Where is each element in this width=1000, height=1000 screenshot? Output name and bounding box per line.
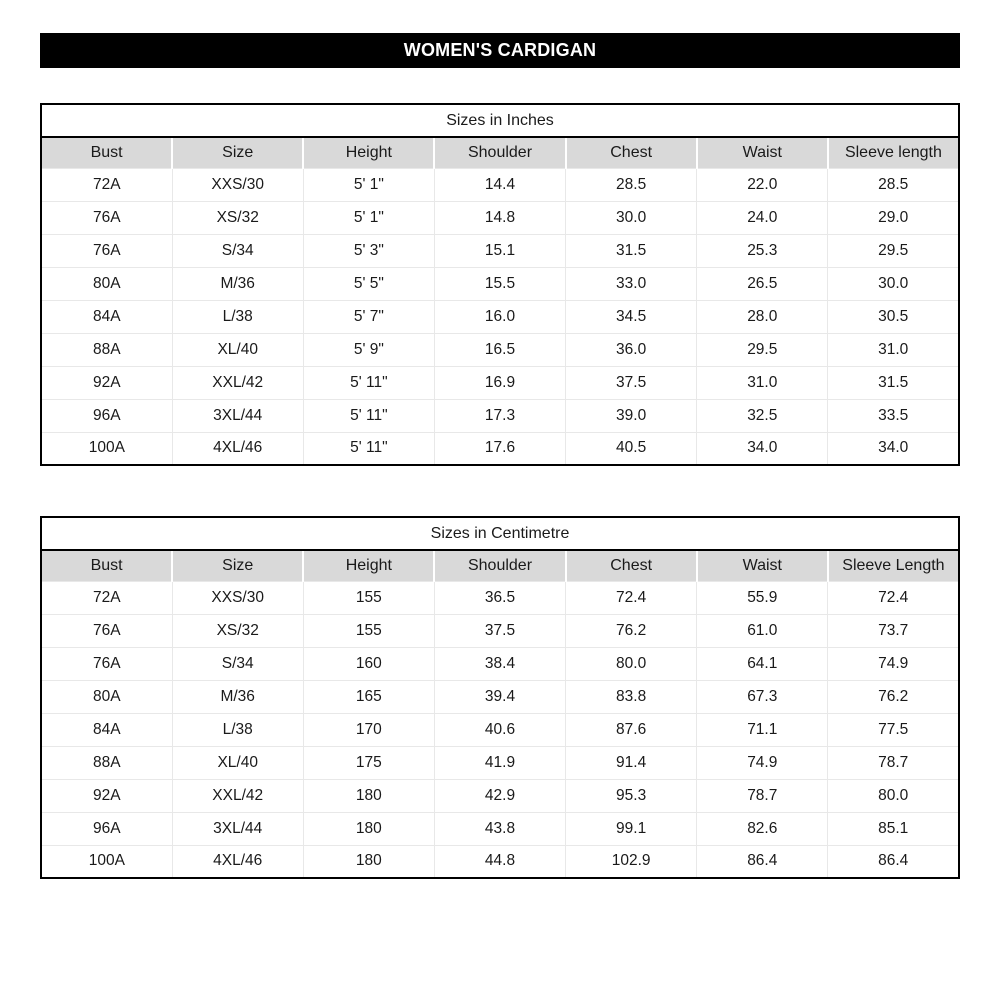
table-cell: 82.6 — [697, 812, 828, 845]
table-cell: 80A — [41, 267, 172, 300]
table-cell: XXS/30 — [172, 581, 303, 614]
column-header: Sleeve length — [828, 137, 959, 168]
table-cell: 170 — [303, 713, 434, 746]
table-cell: 44.8 — [434, 845, 565, 878]
column-header: Waist — [697, 550, 828, 581]
column-header: Size — [172, 137, 303, 168]
table-cell: 28.5 — [828, 168, 959, 201]
table-cell: 72.4 — [566, 581, 697, 614]
table-cell: 96A — [41, 399, 172, 432]
table-cell: 3XL/44 — [172, 399, 303, 432]
table-cell: L/38 — [172, 300, 303, 333]
table-cell: 31.5 — [828, 366, 959, 399]
table-title: Sizes in Centimetre — [41, 517, 959, 550]
table-cell: 72.4 — [828, 581, 959, 614]
table-cell: 5' 1" — [303, 168, 434, 201]
table-cell: 84A — [41, 713, 172, 746]
table-cell: 86.4 — [828, 845, 959, 878]
table-row — [41, 845, 959, 878]
inches-size-table — [40, 103, 960, 466]
table-row — [41, 680, 959, 713]
table-cell: 30.5 — [828, 300, 959, 333]
table-cell: 37.5 — [434, 614, 565, 647]
table-row — [41, 300, 959, 333]
column-header: Chest — [566, 137, 697, 168]
table-row — [41, 366, 959, 399]
table-cell: 36.5 — [434, 581, 565, 614]
table-cell: 43.8 — [434, 812, 565, 845]
table-cell: 92A — [41, 779, 172, 812]
table-header-row — [41, 137, 959, 168]
table-cell: 36.0 — [566, 333, 697, 366]
table-cell: 99.1 — [566, 812, 697, 845]
table-cell: M/36 — [172, 267, 303, 300]
table-cell: 5' 11" — [303, 366, 434, 399]
table-cell: 24.0 — [697, 201, 828, 234]
table-cell: 155 — [303, 614, 434, 647]
column-header: Bust — [41, 550, 172, 581]
table-cell: XL/40 — [172, 746, 303, 779]
table-cell: 67.3 — [697, 680, 828, 713]
table-cell: 29.0 — [828, 201, 959, 234]
table-cell: 40.5 — [566, 432, 697, 465]
table-cell: 39.0 — [566, 399, 697, 432]
table-cell: 14.4 — [434, 168, 565, 201]
table-cell: 29.5 — [828, 234, 959, 267]
table-row — [41, 267, 959, 300]
size-table-grid — [40, 103, 960, 466]
table-cell: 76A — [41, 614, 172, 647]
table-cell: 76.2 — [828, 680, 959, 713]
table-cell: 76A — [41, 647, 172, 680]
table-cell: 25.3 — [697, 234, 828, 267]
column-header: Sleeve Length — [828, 550, 959, 581]
table-cell: 34.0 — [828, 432, 959, 465]
table-body — [41, 581, 959, 878]
table-cell: 14.8 — [434, 201, 565, 234]
table-cell: 80.0 — [566, 647, 697, 680]
table-row — [41, 614, 959, 647]
table-row — [41, 812, 959, 845]
table-cell: 38.4 — [434, 647, 565, 680]
table-cell: 76A — [41, 201, 172, 234]
table-cell: 26.5 — [697, 267, 828, 300]
table-cell: 33.0 — [566, 267, 697, 300]
table-cell: XXS/30 — [172, 168, 303, 201]
table-cell: 15.5 — [434, 267, 565, 300]
table-cell: 100A — [41, 845, 172, 878]
table-cell: 5' 11" — [303, 432, 434, 465]
table-cell: 5' 7" — [303, 300, 434, 333]
table-row — [41, 432, 959, 465]
table-cell: 40.6 — [434, 713, 565, 746]
table-cell: 22.0 — [697, 168, 828, 201]
table-cell: 30.0 — [566, 201, 697, 234]
table-cell: 64.1 — [697, 647, 828, 680]
page-title: WOMEN'S CARDIGAN — [403, 40, 597, 60]
table-cell: 34.5 — [566, 300, 697, 333]
column-header: Height — [303, 550, 434, 581]
table-cell: 77.5 — [828, 713, 959, 746]
table-cell: 29.5 — [697, 333, 828, 366]
table-row — [41, 399, 959, 432]
table-cell: 55.9 — [697, 581, 828, 614]
table-row — [41, 647, 959, 680]
table-cell: 28.0 — [697, 300, 828, 333]
table-cell: XXL/42 — [172, 366, 303, 399]
table-cell: 84A — [41, 300, 172, 333]
table-cell: XS/32 — [172, 614, 303, 647]
table-cell: 31.0 — [828, 333, 959, 366]
table-cell: 34.0 — [697, 432, 828, 465]
table-cell: 180 — [303, 812, 434, 845]
table-title: Sizes in Inches — [41, 104, 959, 137]
table-cell: 71.1 — [697, 713, 828, 746]
table-cell: 78.7 — [828, 746, 959, 779]
table-cell: 4XL/46 — [172, 432, 303, 465]
table-cell: 102.9 — [566, 845, 697, 878]
column-header: Chest — [566, 550, 697, 581]
title-banner — [40, 33, 960, 68]
table-cell: 15.1 — [434, 234, 565, 267]
table-cell: 165 — [303, 680, 434, 713]
table-cell: 37.5 — [566, 366, 697, 399]
column-header: Height — [303, 137, 434, 168]
table-cell: 33.5 — [828, 399, 959, 432]
table-cell: 17.3 — [434, 399, 565, 432]
table-cell: 88A — [41, 746, 172, 779]
table-cell: L/38 — [172, 713, 303, 746]
column-header: Waist — [697, 137, 828, 168]
table-cell: XS/32 — [172, 201, 303, 234]
table-row — [41, 234, 959, 267]
table-cell: 5' 5" — [303, 267, 434, 300]
table-row — [41, 201, 959, 234]
table-cell: 180 — [303, 779, 434, 812]
column-header: Size — [172, 550, 303, 581]
table-row — [41, 333, 959, 366]
table-cell: 39.4 — [434, 680, 565, 713]
table-cell: 42.9 — [434, 779, 565, 812]
table-cell: 16.5 — [434, 333, 565, 366]
table-cell: 76A — [41, 234, 172, 267]
table-cell: 160 — [303, 647, 434, 680]
table-cell: 32.5 — [697, 399, 828, 432]
column-header: Bust — [41, 137, 172, 168]
table-title-row — [41, 104, 959, 137]
table-cell: 76.2 — [566, 614, 697, 647]
table-cell: 5' 9" — [303, 333, 434, 366]
table-cell: 73.7 — [828, 614, 959, 647]
table-cell: 4XL/46 — [172, 845, 303, 878]
table-cell: 72A — [93, 588, 121, 606]
size-table-grid — [40, 516, 960, 879]
table-cell: 88A — [41, 333, 172, 366]
table-cell: 3XL/44 — [172, 812, 303, 845]
table-cell: 180 — [303, 845, 434, 878]
table-cell: 61.0 — [697, 614, 828, 647]
centimetre-size-table — [40, 516, 960, 879]
table-cell: 87.6 — [566, 713, 697, 746]
table-cell: 72A — [93, 175, 121, 193]
table-cell: 86.4 — [697, 845, 828, 878]
table-cell: 16.9 — [434, 366, 565, 399]
table-cell: 28.5 — [566, 168, 697, 201]
table-title-row — [41, 517, 959, 550]
table-cell: XXL/42 — [172, 779, 303, 812]
table-cell: 17.6 — [434, 432, 565, 465]
table-cell: 31.0 — [697, 366, 828, 399]
table-row — [41, 779, 959, 812]
table-row — [41, 746, 959, 779]
table-cell: 95.3 — [566, 779, 697, 812]
table-cell: 80A — [41, 680, 172, 713]
table-row — [41, 713, 959, 746]
column-header: Shoulder — [434, 137, 565, 168]
table-cell: 80.0 — [828, 779, 959, 812]
table-cell: M/36 — [172, 680, 303, 713]
table-cell: 92A — [41, 366, 172, 399]
table-cell: 5' 3" — [303, 234, 434, 267]
table-cell: 74.9 — [828, 647, 959, 680]
table-cell: 5' 1" — [303, 201, 434, 234]
table-cell: S/34 — [172, 647, 303, 680]
column-header: Shoulder — [434, 550, 565, 581]
table-body — [41, 168, 959, 465]
table-cell: 100A — [41, 432, 172, 465]
table-cell: S/34 — [172, 234, 303, 267]
table-cell: 41.9 — [434, 746, 565, 779]
table-cell: 91.4 — [566, 746, 697, 779]
table-cell: 16.0 — [434, 300, 565, 333]
table-cell: XL/40 — [172, 333, 303, 366]
tables-container — [40, 103, 960, 879]
table-cell: 155 — [303, 581, 434, 614]
table-cell: 83.8 — [566, 680, 697, 713]
table-cell: 85.1 — [828, 812, 959, 845]
table-cell: 74.9 — [697, 746, 828, 779]
table-cell: 31.5 — [566, 234, 697, 267]
table-header-row — [41, 550, 959, 581]
table-cell: 30.0 — [828, 267, 959, 300]
table-cell: 175 — [303, 746, 434, 779]
table-cell: 78.7 — [697, 779, 828, 812]
table-row — [41, 581, 959, 614]
table-cell: 96A — [41, 812, 172, 845]
table-cell: 5' 11" — [303, 399, 434, 432]
table-row — [41, 168, 959, 201]
